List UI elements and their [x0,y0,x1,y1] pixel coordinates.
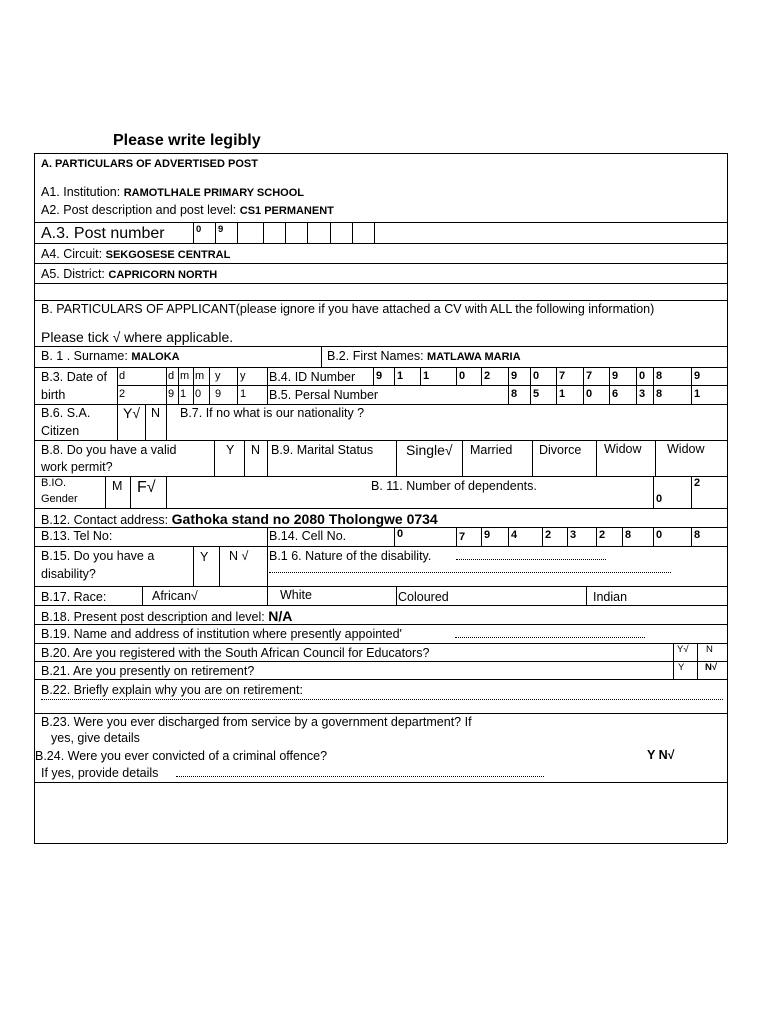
circuit-value: SEKGOSESE CENTRAL [105,249,231,261]
criminal-details-label: If yes, provide details [41,766,159,780]
cell-digit: 8 [694,529,701,541]
dob-year-header: y [240,370,246,382]
work-permit-label-bottom: work permit? [41,460,113,474]
retirement-label: B.21. Are you presently on retirement? [41,664,255,678]
first-names-field [327,350,521,363]
sace-registration-label: B.20. Are you registered with the South African Council for Educators? [41,646,430,660]
dob-year-header: y [215,370,221,382]
id-digit: 0 [639,370,646,382]
nationality-label: B.7. If no what is our nationality ? [180,406,365,420]
first-names-label: B.2. First Names: [327,349,424,363]
dependents-label: B. 11. Number of dependents. [371,479,537,493]
present-post-field [41,609,292,624]
district-value: CAPRICORN NORTH [108,269,218,281]
race-white-option[interactable]: White [280,588,312,602]
gender-male-checkbox[interactable]: M [112,479,123,493]
dob-month-header: m [195,370,205,382]
surname-label: B. 1 . Surname: [41,349,128,363]
work-permit-label-top: B.8. Do you have a valid [41,443,177,457]
dob-label-bottom: birth [41,388,66,402]
citizen-yes-checkbox[interactable]: Y√ [123,405,141,421]
cell-digit: 7 [459,531,466,543]
disability-nature-label: B.1 6. Nature of the disability. [269,549,432,563]
retirement-yes-checkbox[interactable]: Y [678,662,685,673]
id-digit: 8 [656,370,663,382]
persal-digit: 6 [612,388,619,400]
work-permit-yes-checkbox[interactable]: Y [226,443,235,457]
id-digit: 0 [459,370,466,382]
race-indian-option[interactable]: Indian [593,590,628,604]
marital-married-option[interactable]: Married [470,443,513,457]
institution-label: A1. Institution: [41,185,121,199]
surname-value: MALOKA [131,351,180,363]
id-digit: 0 [533,370,540,382]
persal-digit: 0 [586,388,593,400]
discharged-label-bottom: yes, give details [51,731,140,745]
cell-digit: 2 [545,529,552,541]
cell-label: B.14. Cell No. [269,529,347,543]
marital-widow-option[interactable]: Widow [667,442,705,456]
post-number-digit: 9 [218,224,224,235]
persal-digit: 5 [533,388,540,400]
circuit-label: A4. Circuit: [41,247,103,261]
dob-digit: 9 [215,388,222,400]
retirement-reason-label: B.22. Briefly explain why you are on retirement: [41,683,303,697]
gender-female-checkbox[interactable]: F√ [137,479,156,496]
citizen-label-bottom: Citizen [41,424,80,438]
dob-label-top: B.3. Date of [41,370,108,384]
persal-digit: 8 [511,388,518,400]
id-digit: 9 [376,370,383,382]
race-label: B.17. Race: [41,590,107,604]
disability-no-checkbox[interactable]: N √ [229,549,249,563]
dob-digit: 1 [180,388,187,400]
race-african-option[interactable]: African√ [152,589,198,603]
gender-label-top: B.IO. [41,477,67,489]
tel-label: B.13. Tel No: [41,529,113,543]
dob-day-header: d [168,370,175,382]
marital-divorce-option[interactable]: Divorce [539,443,582,457]
persal-digit: 1 [694,388,701,400]
persal-digit: 8 [656,388,663,400]
cell-digit: 2 [599,529,606,541]
persal-digit: 3 [639,388,646,400]
criminal-offence-label: B.24. Were you ever convicted of a criminal offence? [35,749,328,763]
dob-digit: 2 [119,388,126,400]
dob-digit: 0 [195,388,202,400]
dependents-digit: 2 [694,477,701,489]
present-post-value: N/A [268,608,293,624]
circuit-field [41,248,230,261]
post-description-field [41,204,334,217]
cell-digit: 0 [656,529,663,541]
id-digit: 2 [484,370,491,382]
district-label: A5. District: [41,267,105,281]
dependents-digit: 0 [656,493,663,505]
cell-digit: 4 [511,529,518,541]
marital-widow-option[interactable]: Widow [604,442,642,456]
marital-single-option[interactable]: Single√ [406,442,453,458]
citizen-label-top: B.6. S.A. [41,406,91,420]
first-names-value: MATLAWA MARIA [427,351,521,363]
sace-yes-checkbox[interactable]: Y√ [677,644,689,655]
marital-status-label: B.9. Marital Status [271,443,374,457]
cell-digit: 3 [570,529,577,541]
id-digit: 1 [423,370,430,382]
gender-label-bottom: Gender [41,493,78,505]
section-a-title: A. PARTICULARS OF ADVERTISED POST [41,158,258,170]
sace-no-checkbox[interactable]: N [706,644,713,655]
institution-value: RAMOTLHALE PRIMARY SCHOOL [123,187,304,199]
tick-instruction: Please tick √ where applicable. [41,329,234,345]
cell-digit: 8 [625,529,632,541]
id-digit: 1 [397,370,404,382]
cell-digit: 0 [397,528,404,540]
present-post-label: B.18. Present post description and level: [41,610,265,624]
persal-digit: 1 [559,388,566,400]
retirement-no-checkbox[interactable]: N√ [705,662,718,673]
post-number-digit: 0 [196,224,202,235]
post-description-label: A2. Post description and post level: [41,203,237,217]
surname-field [41,350,180,363]
institution-field [41,186,304,199]
post-description-value: CS1 PERMANENT [239,205,334,217]
contact-address-field [41,512,438,527]
section-b-title: B. PARTICULARS OF APPLICANT(please ignore if you have attached a CV with ALL the following information) [41,302,655,316]
disability-label-bottom: disability? [41,567,96,581]
id-digit: 9 [511,370,518,382]
post-number-label: A.3. Post number [41,225,165,242]
disability-label-top: B.15. Do you have a [41,549,155,563]
dob-day-header: d [119,370,126,382]
criminal-offence-answer[interactable]: Y N√ [647,748,675,762]
work-permit-no-checkbox[interactable]: N [251,443,261,457]
present-institution-label: B.19. Name and address of institution where presently appointed' [41,627,402,641]
dob-digit: 1 [240,388,247,400]
form-heading: Please write legibly [113,132,261,149]
race-coloured-option[interactable]: Coloured [398,590,449,604]
district-field [41,268,217,281]
dob-digit: 9 [168,388,175,400]
disability-yes-checkbox[interactable]: Y [200,550,209,564]
id-digit: 7 [586,370,593,382]
discharged-label-top: B.23. Were you ever discharged from service by a government department? If [41,715,472,729]
contact-address-value: Gathoka stand no 2080 Tholongwe 0734 [171,511,438,527]
id-digit: 9 [694,370,701,382]
citizen-no-checkbox[interactable]: N [151,406,161,420]
id-digit: 9 [612,370,619,382]
id-number-label: B.4. ID Number [269,370,356,384]
id-digit: 7 [559,370,566,382]
contact-address-label: B.12. Contact address: [41,513,169,527]
dob-month-header: m [180,370,190,382]
persal-number-label: B.5. Persal Number [269,388,379,402]
cell-digit: 9 [484,529,491,541]
